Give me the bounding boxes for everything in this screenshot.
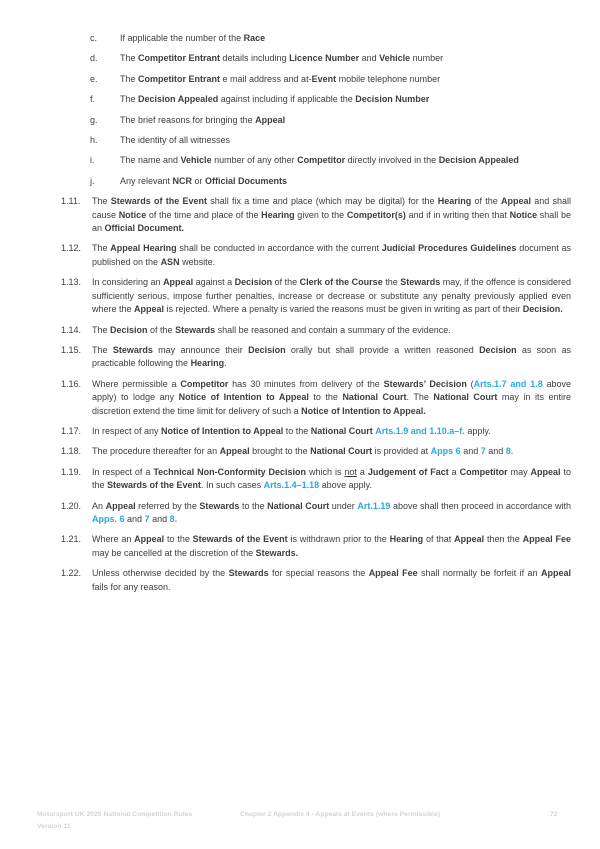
text-segment: Stewards of the Event <box>107 480 202 491</box>
text-segment: referred by the <box>135 500 200 511</box>
item-text <box>120 175 571 188</box>
item-label: 1.16. <box>61 378 82 389</box>
item-text <box>120 114 571 127</box>
item-text <box>120 73 571 86</box>
cross-reference-link[interactable]: 8. <box>505 446 514 457</box>
text-segment: Technical Non-Conformity Decision <box>153 466 307 477</box>
text-segment: Hearing <box>190 358 225 369</box>
item-label: 1.15. <box>61 344 82 355</box>
text-segment: above apply) to lodge any <box>92 378 572 403</box>
text-segment: fails for any reason. <box>92 581 171 592</box>
cross-reference-link[interactable]: 7 <box>144 513 150 524</box>
text-segment: Competitor <box>459 466 508 477</box>
text-segment: the <box>382 277 401 288</box>
text-segment: If applicable the number of the <box>120 33 244 43</box>
text-segment: is withdrawn prior to the <box>287 534 390 545</box>
text-segment: Notice of Intention to Appeal. <box>301 405 426 416</box>
item-text <box>92 195 571 235</box>
text-segment: Notice of Intention to Appeal <box>178 392 309 403</box>
text-segment: Hearing <box>389 534 424 545</box>
text-segment: number <box>410 53 444 64</box>
text-segment: Appeal <box>454 534 485 545</box>
numbered-paragraph <box>61 324 571 337</box>
item-text <box>120 154 571 167</box>
text-segment: details including <box>220 53 290 64</box>
cross-reference-link[interactable]: Arts.1.4–1.18 <box>263 480 320 491</box>
cross-reference-link[interactable]: Arts.1.7 and 1.8 <box>473 378 543 389</box>
text-segment: Appeal <box>134 534 165 545</box>
item-label: 1.13. <box>61 277 82 288</box>
item-text <box>120 32 571 45</box>
item-text <box>92 242 571 269</box>
text-segment: Stewards of the Event <box>110 196 207 207</box>
item-label: 1.17. <box>61 425 82 436</box>
text-segment: mobile telephone number <box>336 73 441 84</box>
item-text <box>92 276 571 316</box>
text-segment: Decision. <box>522 304 563 315</box>
text-segment: The <box>92 196 111 207</box>
cross-reference-link[interactable]: Arts.1.9 and 1.10.a–f. <box>375 425 465 436</box>
item-label: j. <box>90 175 95 186</box>
text-segment: Appeal <box>219 446 250 457</box>
text-segment: Decision Number <box>355 94 430 105</box>
item-label: 1.22. <box>61 568 82 579</box>
text-segment: The <box>120 94 139 105</box>
text-segment: The <box>92 324 111 335</box>
text-segment: Appeal <box>105 500 136 511</box>
text-segment: Hearing <box>437 196 472 207</box>
item-text <box>92 425 571 438</box>
text-segment: Judicial Procedures Guidelines <box>381 243 517 254</box>
text-segment: . In such cases <box>201 480 264 491</box>
text-segment: may <box>507 466 531 477</box>
numbered-paragraph <box>61 500 571 527</box>
text-segment: a <box>356 466 368 477</box>
footer-title-line: Motorsport UK 2025 National Competition Rules <box>37 811 193 818</box>
text-segment: Hearing <box>261 209 295 220</box>
lettered-list <box>61 32 571 188</box>
numbered-paragraph <box>61 242 571 269</box>
text-segment: Competitor <box>180 378 229 389</box>
document-content <box>61 32 571 601</box>
text-segment: Appeal Hearing <box>110 243 177 254</box>
lettered-list-item <box>61 154 571 167</box>
text-segment: Vehicle <box>379 53 411 64</box>
text-segment: of the <box>272 277 300 288</box>
numbered-paragraph <box>61 195 571 235</box>
cross-reference-link[interactable]: 8. <box>169 513 178 524</box>
item-text <box>120 52 571 65</box>
text-segment: Decision Appealed <box>138 94 219 105</box>
text-segment: Judgement of Fact <box>367 466 449 477</box>
text-segment: Official Documents <box>205 175 288 186</box>
text-segment: Appeal <box>530 466 561 477</box>
item-label: 1.19. <box>61 466 82 477</box>
text-segment: Decision <box>248 344 286 355</box>
text-segment: as soon as practicable following the <box>92 344 571 369</box>
text-segment: shall be conducted in accordance with the current <box>176 243 382 254</box>
item-text <box>92 500 571 527</box>
text-segment: and shall cause <box>92 196 572 220</box>
text-segment: Licence Number <box>289 53 360 64</box>
text-segment: Clerk of the Course <box>299 277 383 288</box>
text-segment: Unless otherwise decided by the <box>92 568 229 579</box>
text-segment: National Court <box>267 500 330 511</box>
numbered-paragraph <box>61 533 571 560</box>
text-segment: orally but shall provide a written reasoned <box>285 344 480 355</box>
text-segment: given to the <box>294 209 347 220</box>
item-label: 1.11. <box>61 196 81 207</box>
text-segment: Decision Appealed <box>438 155 519 166</box>
cross-reference-link[interactable]: 7 <box>480 446 486 457</box>
text-segment: has 30 minutes from delivery of the <box>228 378 384 389</box>
text-segment: shall fix a time and place (which may be digital) for the <box>207 196 438 207</box>
text-segment: Stewards <box>199 500 240 511</box>
numbered-paragraph-list <box>61 195 571 594</box>
text-segment: NCR <box>172 175 193 186</box>
footer-page-number: 72 <box>550 811 558 818</box>
cross-reference-link[interactable]: Art.1.19 <box>357 500 391 511</box>
text-segment: Competitor Entrant <box>138 53 221 64</box>
text-segment: Appeal <box>500 196 531 207</box>
text-segment: National Court <box>310 425 373 436</box>
item-label: 1.18. <box>61 446 82 457</box>
footer-version-line: Version 11 <box>37 823 71 830</box>
text-segment: Appeal <box>540 568 571 579</box>
text-segment: Appeal <box>255 114 286 125</box>
lettered-list-item <box>61 52 571 65</box>
text-segment: is provided at <box>372 446 431 457</box>
text-segment: Where an <box>92 534 135 545</box>
text-segment: In respect of any <box>92 425 162 436</box>
text-segment: under <box>329 500 358 511</box>
text-segment: Notice <box>118 209 147 220</box>
text-segment: may be cancelled at the discretion of the <box>92 547 256 558</box>
numbered-paragraph <box>61 567 571 594</box>
numbered-paragraph <box>61 344 571 371</box>
text-segment: against including if applicable the <box>218 94 356 105</box>
item-text <box>92 466 571 493</box>
text-segment: National Court <box>342 392 407 403</box>
text-segment: Notice <box>509 209 538 220</box>
numbered-paragraph <box>61 466 571 493</box>
item-label: 1.20. <box>61 500 82 511</box>
text-segment: and <box>359 53 380 64</box>
text-segment: may, if the offence is considered sufficiently serious, impose further penalties, increase or decrease or substitute any penalty previously applied even where the <box>92 277 571 315</box>
text-segment: and <box>485 446 506 457</box>
lettered-list-item <box>61 32 571 45</box>
text-segment: of the <box>471 196 501 207</box>
text-segment: of the <box>147 324 176 335</box>
text-segment: In respect of a <box>92 466 154 477</box>
item-label: e. <box>90 73 98 84</box>
text-segment: . The <box>406 392 434 403</box>
item-label: f. <box>90 94 96 105</box>
text-segment: Appeal Fee <box>368 568 418 579</box>
numbered-paragraph <box>61 276 571 316</box>
text-segment: The name and <box>120 155 181 166</box>
item-label: d. <box>90 53 98 64</box>
text-segment: Stewards <box>175 324 216 335</box>
item-text <box>92 567 571 594</box>
text-segment: is rejected. Where a penalty is varied the reasons must be given in writing as part of their <box>164 304 523 315</box>
text-segment: Appeal <box>134 304 165 315</box>
text-segment: above apply. <box>319 480 372 491</box>
text-segment: and <box>149 513 170 524</box>
text-segment: Stewards <box>112 344 153 355</box>
text-segment: then the <box>484 534 523 545</box>
text-segment: The <box>92 243 111 254</box>
text-segment: Decision <box>234 277 273 288</box>
item-text <box>92 445 571 458</box>
text-segment: shall normally be forfeit if an <box>417 568 541 579</box>
text-segment: of that <box>423 534 455 545</box>
text-segment: Event <box>311 73 337 84</box>
text-segment: directly involved in the <box>345 155 439 166</box>
item-text <box>120 134 571 147</box>
footer-chapter-title: Chapter 2 Appendix 4 - Appeals at Events (where Permissible) <box>240 811 441 818</box>
item-label: 1.12. <box>61 243 82 254</box>
text-segment: above shall then proceed in accordance with <box>390 500 571 511</box>
text-segment: document as published on the <box>92 243 572 267</box>
text-segment: to the <box>92 466 571 491</box>
text-segment: Where permissible a <box>92 378 181 389</box>
text-segment: ( <box>466 378 474 389</box>
text-segment: Notice of Intention to Appeal <box>161 425 284 436</box>
text-segment: brought to the <box>249 446 311 457</box>
text-segment: Decision <box>479 344 517 355</box>
cross-reference-link[interactable]: Apps 6 <box>430 446 461 457</box>
text-segment: Official Document. <box>104 223 185 234</box>
text-segment: may in its entire discretion extend the time limit for delivery of such a <box>92 392 571 416</box>
text-segment: Competitor Entrant <box>138 73 221 84</box>
text-segment: to the <box>283 425 311 436</box>
lettered-list-item <box>61 134 571 147</box>
numbered-paragraph <box>61 445 571 458</box>
item-label: 1.14. <box>61 324 82 335</box>
text-segment: website. <box>179 256 216 267</box>
item-label: h. <box>90 135 98 146</box>
text-segment: The brief reasons for bringing the <box>120 114 256 125</box>
item-label: i. <box>90 155 95 166</box>
text-segment: ASN <box>160 256 180 267</box>
cross-reference-link[interactable]: Apps. 6 <box>92 513 125 524</box>
text-segment: National Court <box>310 446 373 457</box>
text-segment: The <box>120 73 139 84</box>
numbered-paragraph <box>61 378 571 418</box>
text-segment: Appeal Fee <box>522 534 571 545</box>
text-segment: to the <box>164 534 193 545</box>
item-label: g. <box>90 114 98 125</box>
text-segment: An <box>92 500 106 511</box>
text-segment: Stewards <box>228 568 269 579</box>
item-label: 1.21. <box>61 534 82 545</box>
item-text <box>92 533 571 560</box>
item-text <box>92 344 571 371</box>
text-segment: Any relevant <box>120 175 173 186</box>
text-segment: of the time and place of the <box>146 209 262 220</box>
text-segment: Appeal <box>163 277 194 288</box>
text-segment: Vehicle <box>180 155 212 166</box>
text-segment: apply. <box>464 425 491 436</box>
text-segment: and <box>460 446 481 457</box>
text-segment: and if in writing then that <box>405 209 510 220</box>
text-segment: The procedure thereafter for an <box>92 446 220 457</box>
text-segment: which is <box>306 466 345 477</box>
text-segment: to the <box>308 392 343 403</box>
text-segment: Stewards of the Event <box>192 534 288 545</box>
text-segment: Stewards. <box>255 547 299 558</box>
item-label: c. <box>90 33 98 43</box>
text-segment: shall be reasoned and contain a summary of the evidence. <box>215 324 451 335</box>
item-text <box>120 93 571 106</box>
text-segment: The <box>92 344 113 355</box>
footer-document-title <box>37 809 227 833</box>
lettered-list-item <box>61 175 571 188</box>
text-segment: or <box>192 175 206 186</box>
text-segment: number of any other <box>211 155 298 166</box>
lettered-list-item <box>61 93 571 106</box>
text-segment: The <box>120 53 139 64</box>
text-segment: may announce their <box>152 344 249 355</box>
text-segment: The identity of all witnesses <box>120 135 231 146</box>
text-segment: and <box>124 513 145 524</box>
text-segment: shall be an <box>92 209 571 234</box>
text-segment: a <box>448 466 460 477</box>
text-segment: In considering an <box>92 277 164 288</box>
text-segment: Competitor(s) <box>346 209 406 220</box>
text-segment: National Court <box>433 392 498 403</box>
text-segment: Stewards <box>400 277 441 288</box>
text-segment: Decision <box>110 324 148 335</box>
text-segment: Race <box>243 33 266 43</box>
item-text <box>92 324 571 337</box>
text-segment: not <box>344 466 357 477</box>
item-text <box>92 378 571 418</box>
text-segment: for special reasons the <box>268 568 369 579</box>
text-segment: to the <box>239 500 268 511</box>
text-segment: . <box>224 358 227 369</box>
numbered-paragraph <box>61 425 571 438</box>
lettered-list-item <box>61 73 571 86</box>
text-segment: e mail address and at- <box>220 73 312 84</box>
text-segment: Stewards’ Decision <box>383 378 467 389</box>
lettered-list-item <box>61 114 571 127</box>
text-segment: Competitor <box>297 155 346 166</box>
text-segment: against a <box>193 277 235 288</box>
